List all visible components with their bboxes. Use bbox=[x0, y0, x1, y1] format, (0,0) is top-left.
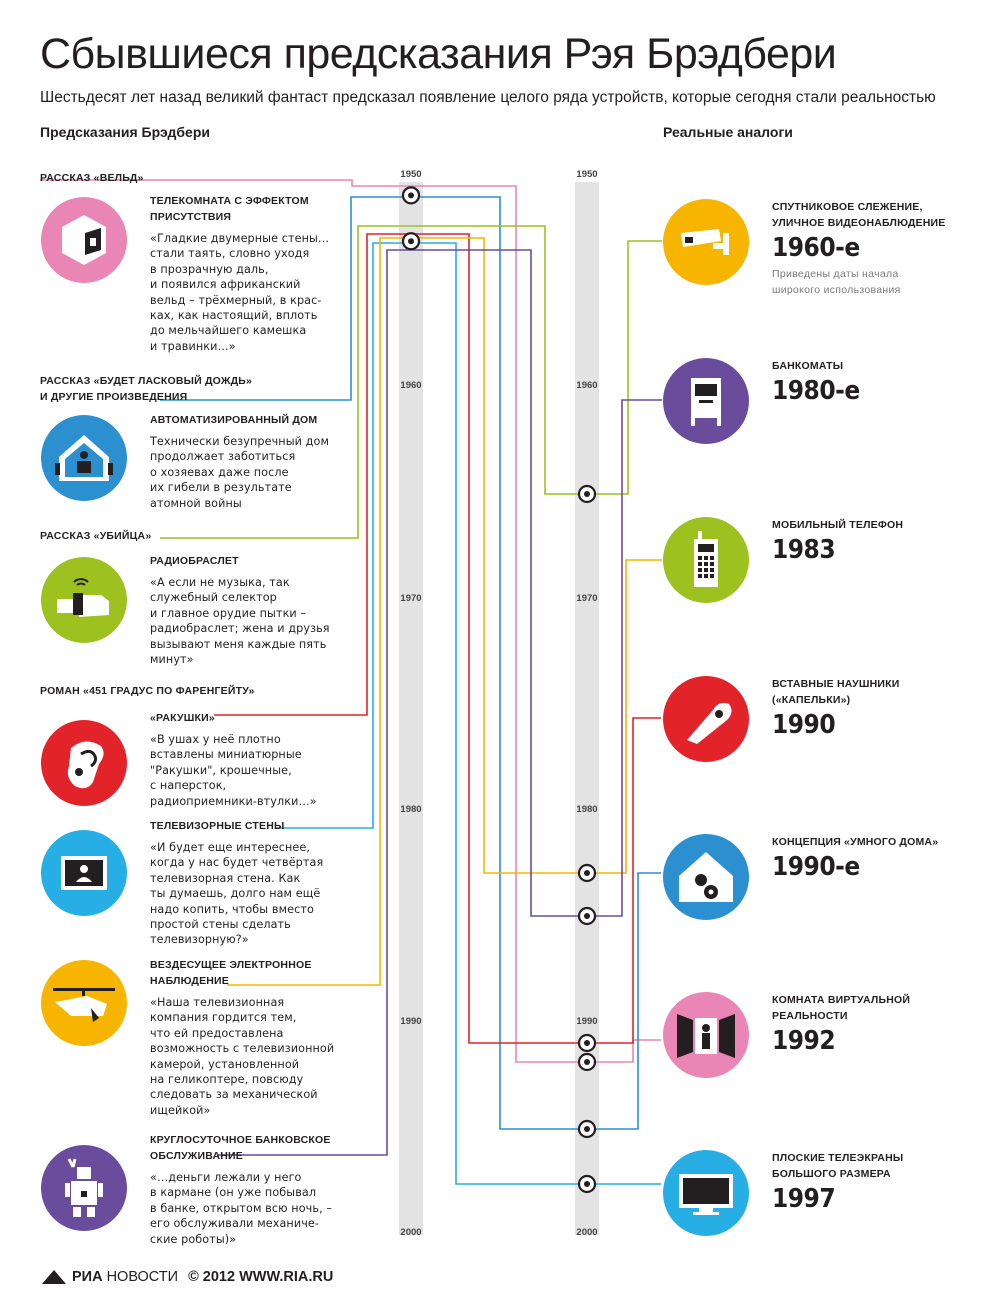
prediction-quote-line: «А если не музыка, так bbox=[150, 576, 290, 589]
prediction-circle bbox=[41, 960, 127, 1046]
atm-icon bbox=[663, 358, 749, 444]
page-title: Сбывшиеся предсказания Рэя Брэдбери bbox=[40, 30, 837, 78]
prediction-title-line: ОБСЛУЖИВАНИЕ bbox=[150, 1150, 244, 1162]
source-veld: РАССКАЗ «ВЕЛЬД» bbox=[40, 172, 144, 184]
prediction-title bbox=[150, 818, 285, 834]
prediction-quote-line: «В ушах у неё плотно bbox=[150, 733, 281, 746]
footer-brand-a: РИА bbox=[72, 1269, 103, 1285]
analog-title bbox=[772, 358, 843, 374]
prediction-title-line: КРУГЛОСУТОЧНОЕ БАНКОВСКОЕ bbox=[150, 1134, 331, 1146]
analog-title-line: УЛИЧНОЕ ВИДЕОНАБЛЮДЕНИЕ bbox=[772, 217, 946, 229]
prediction-circle bbox=[41, 720, 127, 806]
analog-year: 1990 bbox=[772, 710, 836, 740]
analog-year: 1960-е bbox=[772, 233, 860, 263]
radio-bracelet-icon bbox=[41, 557, 127, 643]
source-rain-line1: РАССКАЗ «БУДЕТ ЛАСКОВЫЙ ДОЖДЬ» bbox=[40, 375, 253, 387]
axis-tick-label: 1990 bbox=[400, 1016, 422, 1027]
source-rain-line2: И ДРУГИЕ ПРОИЗВЕДЕНИЯ bbox=[40, 391, 188, 403]
prediction-circle bbox=[41, 830, 127, 916]
prediction-quote bbox=[150, 231, 329, 354]
prediction-quote-line: Технически безупречный дом bbox=[150, 435, 330, 448]
prediction-quote-line: возможность с телевизионной bbox=[150, 1042, 335, 1056]
left-column-heading: Предсказания Брэдбери bbox=[40, 124, 210, 140]
analog-note-line: Приведены даты начала bbox=[772, 268, 899, 280]
analog-circle bbox=[663, 199, 749, 285]
analog-title-line: МОБИЛЬНЫЙ ТЕЛЕФОН bbox=[772, 519, 904, 531]
axis-tick-label: 2000 bbox=[400, 1227, 422, 1238]
prediction-quote-line: ты думаешь, долго нам ещё bbox=[150, 887, 321, 901]
analog-title-line: БОЛЬШОГО РАЗМЕРА bbox=[772, 1168, 891, 1180]
right-timeline-bar bbox=[575, 182, 599, 1235]
axis-tick-label: 1980 bbox=[400, 804, 422, 815]
prediction-title bbox=[150, 193, 309, 225]
axis-tick-label: 1990 bbox=[576, 1016, 598, 1027]
prediction-quote-line: что ей предоставлена bbox=[150, 1026, 284, 1040]
prediction-quote-line: телевизорная стена. Как bbox=[150, 871, 301, 885]
prediction-quote-line: атомной войны bbox=[150, 496, 242, 510]
analog-title-line: КОМНАТА ВИРТУАЛЬНОЙ bbox=[772, 994, 911, 1006]
prediction-quote-line: и травинки…» bbox=[150, 339, 236, 353]
prediction-quote-line: радиобраслет; жена и друзья bbox=[150, 622, 330, 636]
prediction-quote-line: «Гладкие двумерные стены… bbox=[150, 232, 330, 245]
timeline-marker bbox=[403, 233, 419, 249]
timeline-marker bbox=[579, 1054, 595, 1070]
prediction-quote-line: «Наша телевизионная bbox=[150, 996, 285, 1009]
mobile-phone-icon bbox=[663, 517, 749, 603]
analog-title-line: ВСТАВНЫЕ НАУШНИКИ bbox=[772, 678, 900, 690]
prediction-quote-line: в кармане (он уже побывал bbox=[150, 1186, 317, 1200]
analog-circle bbox=[663, 676, 749, 762]
prediction-quote-line: "Ракушки", крошечные, bbox=[150, 763, 292, 777]
prediction-quote-line: «…деньги лежали у него bbox=[150, 1171, 302, 1184]
prediction-quote-line: вставлены миниатюрные bbox=[150, 748, 302, 762]
prediction-quote-line: камерой, установленной bbox=[150, 1057, 300, 1071]
timeline-marker bbox=[579, 1176, 595, 1192]
timeline-marker bbox=[579, 865, 595, 881]
prediction-quote bbox=[150, 1170, 332, 1247]
axis-tick-label: 1960 bbox=[400, 380, 422, 391]
source-rain bbox=[40, 373, 252, 405]
axis-tick-label: 1970 bbox=[400, 593, 422, 604]
prediction-quote-line: с наперсток, bbox=[150, 779, 227, 793]
prediction-quote-line: его обслуживали механиче- bbox=[150, 1217, 320, 1231]
prediction-quote-line: в прозрачную даль, bbox=[150, 262, 269, 276]
smart-home-icon bbox=[663, 834, 749, 920]
timeline-marker bbox=[579, 1121, 595, 1137]
analog-circle bbox=[663, 1150, 749, 1236]
analog-circle bbox=[663, 358, 749, 444]
prediction-quote-line: следовать за механической bbox=[150, 1088, 318, 1102]
tv-wall-icon bbox=[41, 830, 127, 916]
axis-tick-label: 1960 bbox=[576, 380, 598, 391]
house-robot-icon bbox=[41, 415, 127, 501]
analog-year: 1980-е bbox=[772, 376, 860, 406]
timeline-marker bbox=[579, 908, 595, 924]
prediction-circle bbox=[41, 1145, 127, 1231]
helicopter-icon bbox=[41, 960, 127, 1046]
prediction-quote-line: на геликоптере, повсюду bbox=[150, 1073, 304, 1087]
prediction-quote bbox=[150, 840, 323, 948]
prediction-quote-line: продолжает заботиться bbox=[150, 450, 296, 464]
timeline-marker bbox=[403, 187, 419, 203]
analog-year: 1990-е bbox=[772, 852, 860, 882]
analog-year: 1983 bbox=[772, 535, 836, 565]
axis-tick-label: 1980 bbox=[576, 804, 598, 815]
analog-title-line: КОНЦЕПЦИЯ «УМНОГО ДОМА» bbox=[772, 836, 939, 848]
analog-circle bbox=[663, 834, 749, 920]
analog-circle bbox=[663, 517, 749, 603]
prediction-quote-line: служебный селектор bbox=[150, 591, 277, 605]
prediction-title bbox=[150, 957, 312, 989]
footer-copyright: © 2012 WWW.RIA.RU bbox=[188, 1269, 334, 1285]
prediction-title-line: ТЕЛЕВИЗОРНЫЕ СТЕНЫ bbox=[150, 820, 285, 832]
prediction-title-line: АВТОМАТИЗИРОВАННЫЙ ДОМ bbox=[150, 414, 318, 426]
footer bbox=[40, 1268, 333, 1286]
analog-title-line: («КАПЕЛЬКИ») bbox=[772, 694, 851, 706]
prediction-quote-line: надо копить, чтобы вместо bbox=[150, 902, 314, 916]
prediction-title-line: «РАКУШКИ» bbox=[150, 712, 215, 724]
prediction-quote-line: о хозяевах даже после bbox=[150, 465, 289, 479]
left-timeline-bar bbox=[399, 182, 423, 1235]
prediction-quote-line: «И будет еще интереснее, bbox=[150, 841, 310, 854]
analog-note-line: широкого использования bbox=[772, 283, 901, 296]
prediction-quote-line: ках, как настоящий, вплоть bbox=[150, 309, 318, 323]
prediction-title bbox=[150, 710, 215, 726]
prediction-quote-line: вызывают меня каждые пять bbox=[150, 637, 327, 651]
page-subtitle: Шестьдесят лет назад великий фантаст предсказал появление целого ряда устройств, которые сегодня стали реальностью bbox=[40, 89, 936, 106]
footer-brand-b: НОВОСТИ bbox=[106, 1269, 179, 1285]
prediction-title-line: ТЕЛЕКОМНАТА С ЭФФЕКТОМ bbox=[150, 195, 309, 207]
prediction-quote-line: вельд – трёхмерный, в крас- bbox=[150, 293, 322, 307]
analog-title bbox=[772, 517, 903, 533]
prediction-quote-line: и появился африканский bbox=[150, 278, 301, 292]
prediction-quote-line: в банке, открытом всю ночь, – bbox=[150, 1201, 333, 1215]
analog-title bbox=[772, 992, 910, 1024]
prediction-circle bbox=[41, 557, 127, 643]
analog-title bbox=[772, 1150, 903, 1182]
earbud-icon bbox=[663, 676, 749, 762]
analog-title-line: ПЛОСКИЕ ТЕЛЕЭКРАНЫ bbox=[772, 1152, 904, 1164]
analog-note bbox=[772, 267, 901, 298]
prediction-quote-line: простой стены сделать bbox=[150, 918, 291, 932]
right-column-heading: Реальные аналоги bbox=[663, 124, 793, 140]
prediction-quote bbox=[150, 732, 317, 809]
axis-tick-label: 1950 bbox=[576, 169, 598, 180]
prediction-quote bbox=[150, 575, 330, 667]
robot-icon bbox=[41, 1145, 127, 1231]
ear-icon bbox=[41, 720, 127, 806]
prediction-quote-line: стали таять, словно уходя bbox=[150, 247, 310, 261]
analog-title-line: СПУТНИКОВОЕ СЛЕЖЕНИЕ, bbox=[772, 201, 923, 213]
prediction-quote bbox=[150, 995, 334, 1118]
prediction-title bbox=[150, 412, 317, 428]
source-killer: РАССКАЗ «УБИЙЦА» bbox=[40, 530, 152, 542]
prediction-title-line: РАДИОБРАСЛЕТ bbox=[150, 555, 239, 567]
prediction-circle bbox=[41, 415, 127, 501]
analog-title bbox=[772, 834, 938, 850]
prediction-quote-line: и главное орудие пытки – bbox=[150, 606, 307, 620]
vr-room-icon bbox=[663, 992, 749, 1078]
analog-title bbox=[772, 199, 945, 231]
ria-logo-icon bbox=[40, 1268, 68, 1286]
cube-icon bbox=[41, 197, 127, 283]
prediction-quote-line: когда у нас будет четвёртая bbox=[150, 856, 324, 870]
prediction-title-line: НАБЛЮДЕНИЕ bbox=[150, 975, 230, 987]
timeline-marker bbox=[579, 486, 595, 502]
axis-tick-label: 2000 bbox=[576, 1227, 598, 1238]
analog-title-line: БАНКОМАТЫ bbox=[772, 360, 844, 372]
axis-tick-label: 1970 bbox=[576, 593, 598, 604]
analog-year: 1992 bbox=[772, 1026, 836, 1056]
analog-title-line: РЕАЛЬНОСТИ bbox=[772, 1010, 848, 1022]
prediction-quote bbox=[150, 434, 329, 511]
analog-circle bbox=[663, 992, 749, 1078]
flat-tv-icon bbox=[663, 1150, 749, 1236]
prediction-title bbox=[150, 553, 239, 569]
prediction-title-line: ПРИСУТСТВИЯ bbox=[150, 211, 232, 223]
prediction-quote-line: компания гордится тем, bbox=[150, 1011, 297, 1025]
prediction-quote-line: радиоприемники-втулки…» bbox=[150, 794, 317, 808]
prediction-quote-line: телевизорную?» bbox=[150, 933, 249, 947]
timeline-marker bbox=[579, 1035, 595, 1051]
prediction-quote-line: их гибели в результате bbox=[150, 481, 292, 495]
analog-title bbox=[772, 676, 900, 708]
prediction-circle bbox=[41, 197, 127, 283]
prediction-quote-line: ищейкой» bbox=[150, 1103, 211, 1117]
prediction-quote-line: ские роботы)» bbox=[150, 1232, 237, 1246]
prediction-quote-line: минут» bbox=[150, 653, 194, 667]
prediction-quote-line: до мельчайшего камешка bbox=[150, 324, 307, 338]
analog-year: 1997 bbox=[772, 1184, 836, 1214]
axis-tick-label: 1950 bbox=[400, 169, 422, 180]
prediction-title-line: ВЕЗДЕСУЩЕЕ ЭЛЕКТРОННОЕ bbox=[150, 959, 312, 971]
source-f451: РОМАН «451 ГРАДУС ПО ФАРЕНГЕЙТУ» bbox=[40, 685, 255, 697]
cctv-camera-icon bbox=[663, 199, 749, 285]
prediction-title bbox=[150, 1132, 331, 1164]
